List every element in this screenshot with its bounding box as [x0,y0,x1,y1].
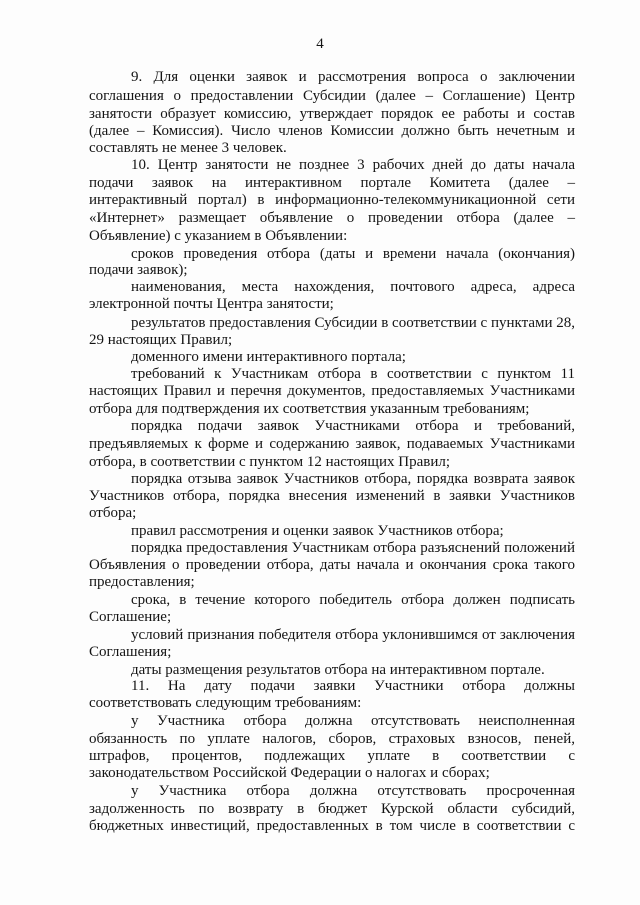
text-line: даты размещения результатов отбора на интерактивном портале. [131,662,545,678]
text-line: отбора для подтверждения их соответствия указанным требованиям; [89,401,530,417]
text-line: порядка отзыва заявок Участников отбора, порядка возврата заявок [131,471,575,487]
text-line: отбора; [89,505,137,521]
text-line: 10. Центр занятости не позднее 3 рабочих дней до даты начала [131,157,575,173]
text-line: составлять не менее 3 человек. [89,140,287,156]
text-line: требований к Участникам отбора в соответствии с пунктом 11 [131,366,575,382]
text-line: отбора, в соответствии с пунктом 12 настоящих Правил; [89,454,450,470]
text-line: (далее – Комиссия). Число членов Комиссии должно быть нечетным и [89,123,575,139]
text-line: результатов предоставления Субсидии в соответствии с пунктами 28, [131,315,576,331]
text-line: подачи заявок); [89,262,188,278]
text-line: 9. Для оценки заявок и рассмотрения вопроса о заключении [131,69,575,85]
text-line: предъявляемых к форме и содержанию заявок, подаваемых Участниками [89,436,575,452]
text-line: «Интернет» размещает объявление о проведении отбора (далее – [89,210,575,226]
text-line: интерактивный портал) в информационно-телекоммуникационной сети [89,192,575,208]
text-line: бюджетных инвестиций, предоставленных в том числе в соответствии с [89,818,575,834]
text-line: у Участника отбора должна отсутствовать просроченная [131,783,575,799]
text-line: предоставления; [89,574,195,590]
text-line: настоящих Правил и перечня документов, предоставляемых Участниками [89,383,575,399]
text-line: соответствовать следующим требованиям: [89,695,362,711]
text-line: Соглашения; [89,644,172,660]
text-line: доменного имени интерактивного портала; [131,349,406,365]
text-line: Участников отбора, порядка внесения изменений в заявки Участников [89,488,575,504]
text-line: срока, в течение которого победитель отбора должен подписать [131,592,575,608]
text-line: подачи заявок на интерактивном портале Комитета (далее – [89,175,575,191]
text-line: штрафов, процентов, подлежащих уплате в соответствии с [89,748,575,764]
text-line: Соглашение; [89,609,172,625]
text-line: 29 настоящих Правил; [89,332,233,348]
text-line: электронной почты Центра занятости; [89,296,334,312]
text-line: обязанность по уплате налогов, сборов, страховых взносов, пеней, [89,731,575,747]
text-line: у Участника отбора должна отсутствовать неисполненная [131,713,575,729]
page-number: 4 [316,36,324,52]
text-line: Объявление) с указанием в Объявлении: [89,228,348,244]
text-line: занятости образует комиссию, утверждает порядок ее работы и состав [89,106,575,122]
text-line: порядка подачи заявок Участниками отбора и требований, [131,418,575,434]
text-line: порядка предоставления Участникам отбора разъяснений положений [131,540,575,556]
text-line: Объявления о проведении отбора, даты начала и окончания срока такого [89,557,575,573]
text-line: сроков проведения отбора (даты и времени начала (окончания) [131,246,575,262]
text-line: задолженность по возврату в бюджет Курской области субсидий, [89,801,575,817]
text-line: законодательством Российской Федерации о налогах и сборах; [89,765,490,781]
text-line: правил рассмотрения и оценки заявок Участников отбора; [131,523,504,539]
text-line: наименования, места нахождения, почтового адреса, адреса [131,279,575,295]
text-line: 11. На дату подачи заявки Участники отбора должны [131,678,575,694]
text-line: условий признания победителя отбора уклонившимся от заключения [131,627,575,643]
text-line: соглашения о предоставлении Субсидии (далее – Соглашение) Центр [89,88,575,104]
